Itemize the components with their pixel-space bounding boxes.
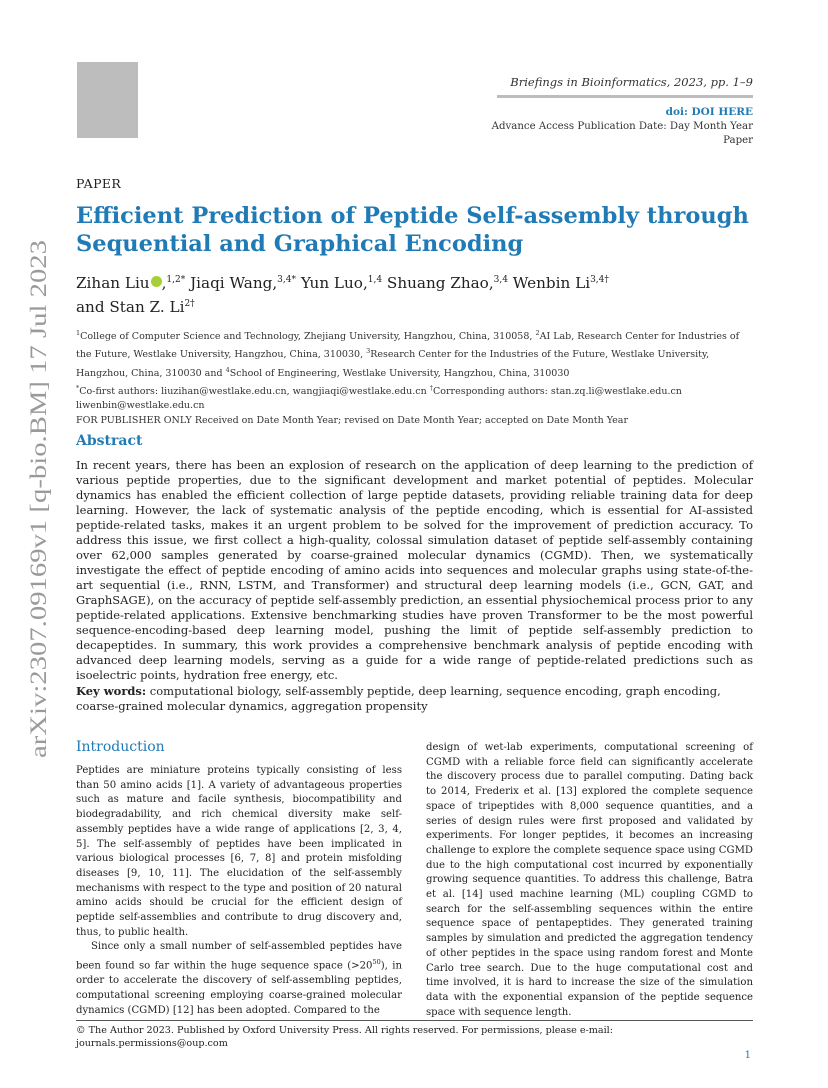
orcid-icon[interactable] xyxy=(151,276,162,287)
intro-paragraph-continued: design of wet-lab experiments, computational screening of CGMD with a reliable force field can significantly accelerate the discovery process due to parallel computing. Dating back to 2014, Frederix et al. [13] explored the complete sequence space of tripeptides with 8,000 sequence quantities, and a series of design rules were first proposed and validated by experiments. For longer peptides, it becomes an increasing challenge to explore the complete sequence space using CGMD due to the high computational cost incurred by exponentially growing sequence quantities. To address this challenge, Batra et al. [14] used machine learning (ML) coupling CGMD to search for the self-assembling sequences within the entire sequence space of pentapeptides. They generated training samples by simulation and predicted the aggregation tendency of other peptides in the space using random forest and Monte Carlo tree search. Due to the huge computational cost and time involved, it is hard to increase the size of the simulation data with the exponential expansion of the peptide sequence space with sequence length. xyxy=(426,742,753,1018)
paper-type: Paper xyxy=(723,135,753,146)
author-name: Shuang Zhao xyxy=(386,274,489,293)
keywords-label: Key words: xyxy=(76,684,147,698)
author-name: Zihan Liu xyxy=(76,274,150,293)
arxiv-stamp-text: arXiv:2307.09169v1 [q-bio.BM] 17 Jul 2023 xyxy=(26,333,52,758)
author-affil: 1,2* xyxy=(166,275,186,285)
author-name: Wenbin Li xyxy=(512,274,591,293)
abstract-text: In recent years, there has been an explosion of research on the application of deep learning to the prediction of various peptide properties, due to the significant development and market potential of peptides. Molecular dynamics has enabled the efficient collection of large peptide datasets, providing reliable training data for deep learning. However, the lack of systematic analysis of the peptide encoding, which is essential for AI-assisted peptide-related tasks, makes it an urgent problem to be solved for the improvement of prediction accuracy. To address this issue, we first collect a high-quality, colossal simulation dataset of peptide self-assembly containing over 62,000 samples generated by coarse-grained molecular dynamics (CGMD). Then, we systematically investigate the effect of peptide encoding of amino acids into sequences and molecular graphs using state-of-the-art sequential (i.e., RNN, LSTM, and Transformer) and structural deep learning models (i.e., GCN, GAT, and GraphSAGE), on the accuracy of peptide self-assembly prediction, an essential physiochemical process prior to any peptide-related applications. Extensive benchmarking studies have proven Transformer to be the most powerful sequence-encoding-based deep learning model, pushing the limit of peptide self-assembly prediction to decapeptides. In summary, this work provides a comprehensive benchmark analysis of peptide encoding with advanced deep learning models, serving as a guide for a wide range of peptide-related predictions such as isoelectric points, hydration free energy, etc. xyxy=(76,458,753,682)
cofirst-authors-note: Co-first authors: liuzihan@westlake.edu.cn, wangjiaqi@westlake.edu.cn xyxy=(79,386,427,398)
paper-title: Efficient Prediction of Peptide Self-assembly through Sequential and Graphical Encoding xyxy=(76,203,749,257)
intro-paragraph-2: Since only a small number of self-assembled peptides have been found so far within the huge sequence space $(>20^{50})$, in order to accelerate the discovery of self-assembling peptides, computational screening employing coarse-grained molecular dynamics (CGMD) [12] has been adopted. Compared to the xyxy=(76,941,402,1016)
author-conjunction: and xyxy=(76,298,105,317)
author-affil: 3,4 xyxy=(493,275,508,285)
author-affil: 3,4† xyxy=(590,275,609,285)
journal-logo-placeholder xyxy=(77,62,138,138)
affiliation-3: Research Center for the Industries of the Future, Westlake University, Hangzhou, China, 310030 and xyxy=(76,349,710,379)
page-number: 1 xyxy=(744,1050,751,1061)
affiliation-2: AI Lab, Research Center for Industries of the Future, Westlake University, Hangzhou, China, 310030, xyxy=(76,331,740,361)
author-name: Jiaqi Wang xyxy=(190,274,273,293)
affiliations: $^1$College of Computer Science and Technology, Zhejiang University, Hangzhou, China, 310058, $^2$AI Lab, Research Center for Industries of the Future, Westlake University, Hangzhou, China, 310030, $^3$Research Center for the Industries of the Future, Westlake University, Hangzhou, China, 310030 and $^4$School of Engineering, Westlake University, Hangzhou, China, 310030 *Co-first authors: liuzihan@westlake.edu.cn, wangjiaqi@westlake.edu.cn †Corresponding authors: stan.zq.li@westlake.edu.cn liwenbin@westlake.edu.cn FOR PUBLISHER ONLY Received on Date Month Year; revised on Date Month Year; accepted on Date Month Year xyxy=(76,329,740,426)
author-affil: 2† xyxy=(184,299,195,310)
footer-rule xyxy=(76,1020,753,1021)
corresponding-authors-note: Corresponding authors: stan.zq.li@westlake.edu.cn liwenbin@westlake.edu.cn xyxy=(76,386,682,412)
header-rule xyxy=(497,95,753,98)
doi-link[interactable]: doi: DOI HERE xyxy=(665,106,753,118)
intro-column-right xyxy=(426,741,753,1020)
copyright-footnote: © The Author 2023. Published by Oxford University Press. All rights reserved. For permissions, please e-mail: journals.permissions@oup.com xyxy=(76,1025,613,1049)
introduction-heading: Introduction xyxy=(76,739,165,755)
intro-column-left xyxy=(76,764,402,1018)
keywords-text: computational biology, self-assembly peptide, deep learning, sequence encoding, graph encoding, coarse-grained molecular dynamics, aggregation propensity xyxy=(76,684,721,713)
advance-access-date: Advance Access Publication Date: Day Month Year xyxy=(491,121,753,132)
arxiv-stamp xyxy=(14,238,54,760)
affiliation-1: College of Computer Science and Technology, Zhejiang University, Hangzhou, China, 310058, xyxy=(80,331,533,343)
affiliation-4: School of Engineering, Westlake University, Hangzhou, China, 310030 xyxy=(229,367,570,379)
publisher-dates: FOR PUBLISHER ONLY Received on Date Month Year; revised on Date Month Year; accepted on Date Month Year xyxy=(76,414,628,426)
abstract-heading: Abstract xyxy=(76,433,143,449)
intro-paragraph-1: Peptides are miniature proteins typically consisting of less than 50 amino acids [1]. A variety of advantageous properties such as mature and facile synthesis, biocompatibility and biodegradability, and rich chemical diversity make self-assembly peptides have a wide range of applications [2, 3, 4, 5]. The self-assembly of peptides have been implicated in various biological processes [6, 7, 8] and protein misfolding diseases [9, 10, 11]. The elucidation of the self-assembly mechanisms with respect to the type and position of 20 natural amino acids should be crucial for the efficient design of peptide self-assemblies and contribute to drug discovery and, thus, to public health. xyxy=(76,765,402,938)
keywords xyxy=(76,684,753,714)
author-affil: 3,4* xyxy=(277,275,296,285)
section-label: PAPER xyxy=(76,176,122,191)
author-name: Yun Luo xyxy=(300,274,363,293)
author-list: Zihan Liu ,$^{1,2*}$ Jiaqi Wang,$^{3,4*}$ Yun Luo,$^{1,4}$ Shuang Zhao,$^{3,4}$ Wenbin $Li^{3,4\dagger}$ and Stan Z. $Li^{2\dagger}$ xyxy=(76,274,609,317)
author-affil: 1,4 xyxy=(367,275,383,285)
journal-citation: Briefings in Bioinformatics, 2023, pp. 1–9 xyxy=(510,75,753,89)
author-name: Stan Z. Li xyxy=(109,298,185,317)
